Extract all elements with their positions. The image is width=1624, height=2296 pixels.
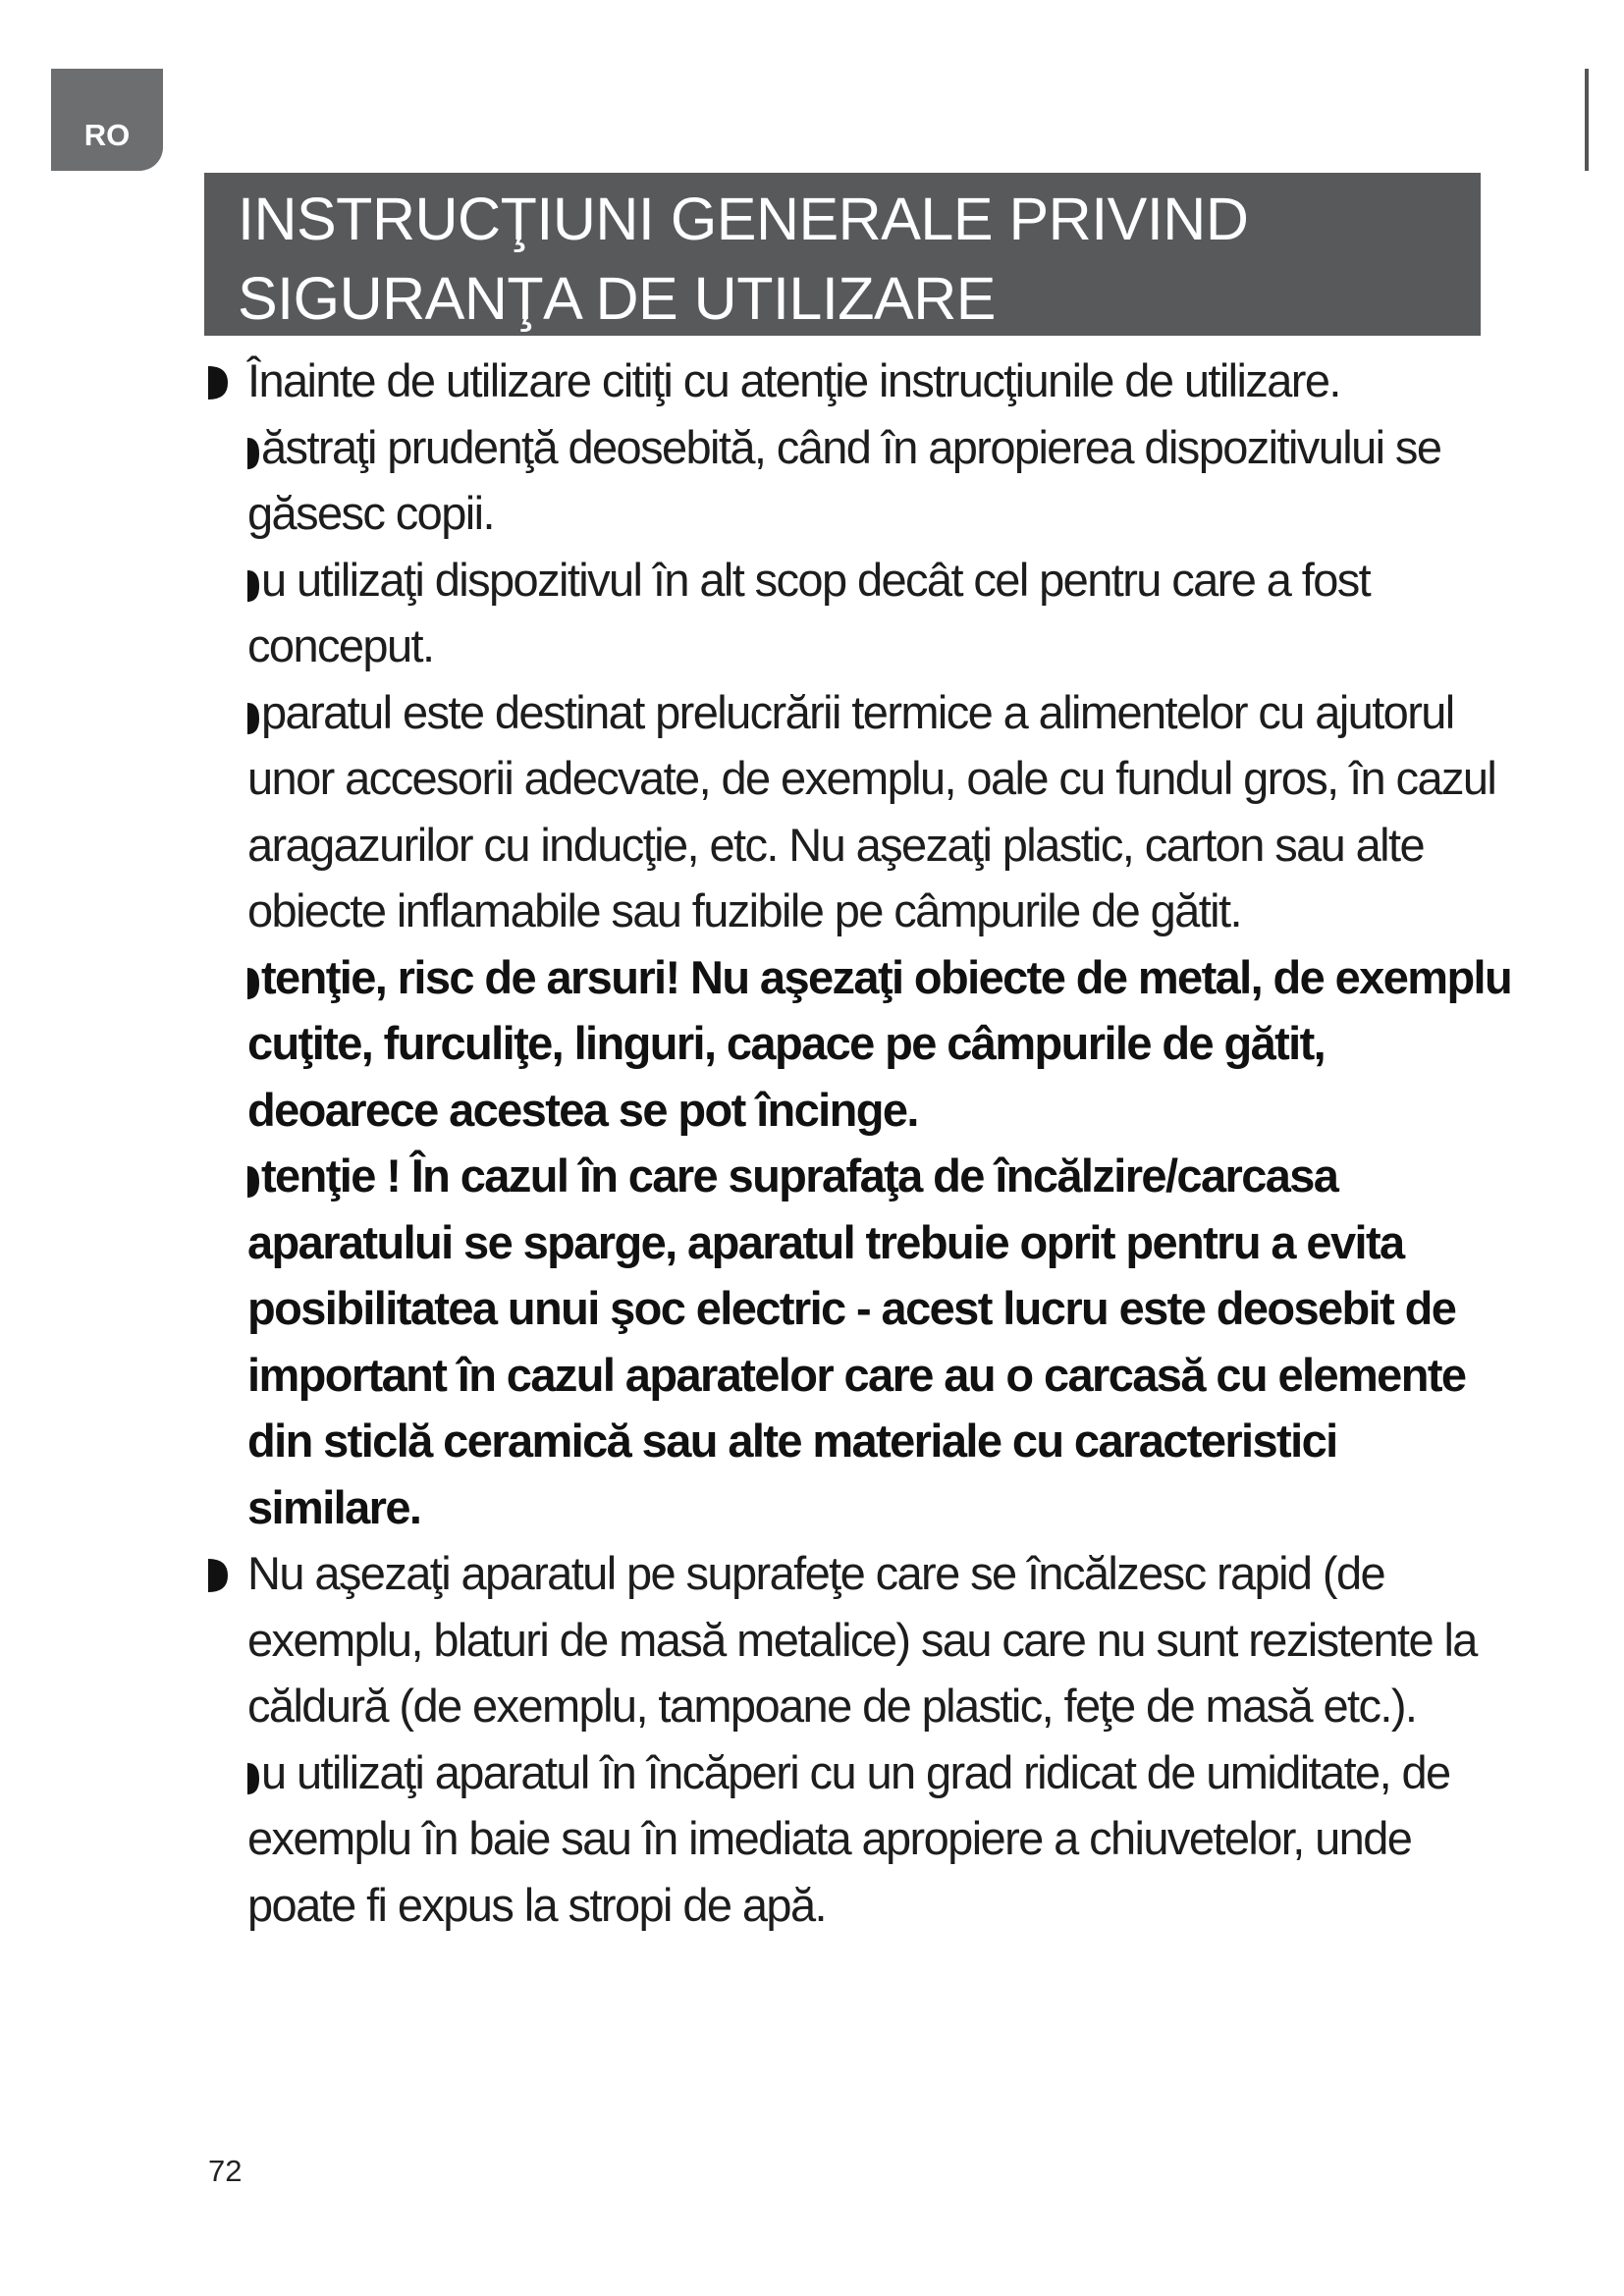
instruction-paragraph-5 xyxy=(247,1540,1519,1739)
instruction-text-2: ăstraţi prudenţă deosebită, când în apropierea dispozitivului se găsesc copii. xyxy=(247,420,1441,539)
language-tab-label: RO xyxy=(83,118,131,152)
warning-text-2: tenţie ! În cazul în care suprafaţa de încălzire/carcasa aparatului se sparge, aparatul trebuie oprit pentru a evita posibilitatea unui şoc electric - acest lucru este deosebit de important în cazul aparatelor care au o carcasă cu elemente din sticlă ceramică sau alte materiale cu caracteristici similare. xyxy=(247,1149,1466,1533)
bullet-icon xyxy=(208,1559,228,1592)
instruction-paragraph-3 xyxy=(247,547,1519,679)
language-tab xyxy=(51,69,163,171)
instruction-text-1: Înainte de utilizare citiţi cu atenţie instrucţiunile de utilizare. xyxy=(247,354,1340,406)
instructions-list xyxy=(247,347,1519,1938)
page-edge-line xyxy=(1585,69,1589,171)
instruction-paragraph-2 xyxy=(247,414,1519,547)
instruction-paragraph-4 xyxy=(247,679,1519,944)
bullet-icon xyxy=(247,703,259,734)
bullet-icon xyxy=(247,1763,259,1794)
instruction-paragraph-1 xyxy=(247,347,1519,414)
warning-paragraph-2 xyxy=(247,1143,1519,1540)
page-number: 72 xyxy=(208,2154,243,2188)
bullet-icon xyxy=(208,366,228,400)
instruction-paragraph-6 xyxy=(247,1739,1519,1939)
warning-paragraph-1 xyxy=(247,944,1519,1144)
instruction-text-5: Nu aşezaţi aparatul pe suprafeţe care se încălzesc rapid (de exemplu, blaturi de masă metalice) sau care nu sunt rezistente la căldură (de exemplu, tampoane de plastic, feţe de masă etc.). xyxy=(247,1547,1477,1732)
warning-text-1: tenţie, risc de arsuri! Nu aşezaţi obiecte de metal, de exemplu cuţite, furculiţe, linguri, capace pe câmpurile de gătit, deoarece acestea se pot încinge. xyxy=(247,950,1512,1136)
section-title-box xyxy=(204,173,1481,336)
section-title-line-2: SIGURANŢA DE UTILIZARE xyxy=(238,265,996,332)
instruction-text-6: u utilizaţi aparatul în încăperi cu un grad ridicat de umiditate, de exemplu în baie sau în imediata apropiere a chiuvetelor, unde poate fi expus la stropi de apă. xyxy=(247,1745,1450,1931)
bullet-icon xyxy=(247,438,259,469)
bullet-icon xyxy=(247,570,259,602)
bullet-icon xyxy=(247,1166,259,1198)
bullet-icon xyxy=(247,968,259,999)
instruction-text-4: paratul este destinat prelucrării termice a alimentelor cu ajutorul unor accesorii adecvate, de exemplu, oale cu fundul gros, în cazul aragazurilor cu inducţie, etc. Nu aşezaţi plastic, carton sau alte obiecte inflamabile sau fuzibile pe câmpurile de gătit. xyxy=(247,685,1496,936)
instruction-text-3: u utilizaţi dispozitivul în alt scop decât cel pentru care a fost conceput. xyxy=(247,553,1371,671)
section-title-line-1: INSTRUCŢIUNI GENERALE PRIVIND xyxy=(238,186,1249,252)
